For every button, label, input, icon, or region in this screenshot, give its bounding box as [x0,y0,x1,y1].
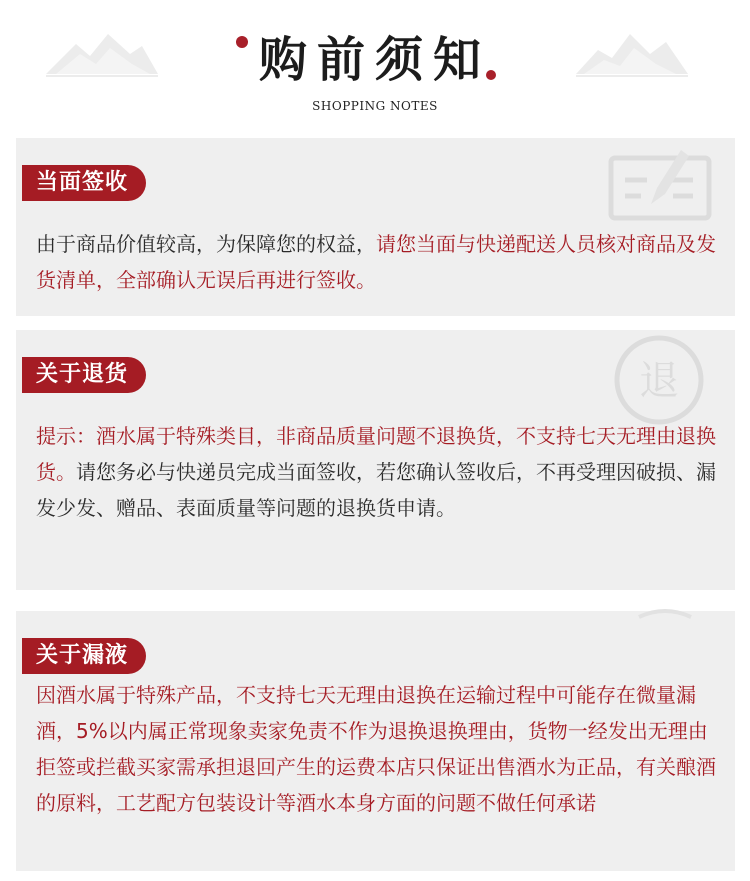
page-title: 购前须知 [258,32,491,88]
svg-text:退: 退 [639,358,679,404]
drop-icon [635,607,695,627]
section-tag: 当面签收 [22,165,146,201]
edit-form-icon [607,146,713,226]
section-text-normal: 由于商品价值较高，为保障您的权益， [36,232,376,256]
section-text-highlight: 请您当面与快递配送人员核对商品及发货清单，全部确认无误后再进行签收。 [36,232,716,292]
section-tag: 关于漏液 [22,638,146,674]
section-text-highlight: 提示：酒水属于特殊类目，非商品质量问题不退换货，不支持七天无理由退换货。 [36,424,716,484]
section-text-normal: 请您务必与快递员完成当面签收，若您确认签收后，不再受理因破损、漏发少发、赠品、表面质量等问题的退换货申请。 [36,460,716,520]
section-text: 因酒水属于特殊产品，不支持七天无理由退换在运输过程中可能存在微量漏酒，5%以内属正常现象卖家免责不作为退换退换理由，货物一经发出无理由拒签或拦截买家需承担退回产生的运费本店只保证出售酒水为正品，有关酿酒的原料，工艺配方包装设计等酒水本身方面的问题不做任何承诺 [36,683,716,815]
section-text [36,418,726,526]
section-card-returns [16,330,735,590]
section-tag: 关于退货 [22,357,146,393]
page-subtitle: SHOPPING NOTES [312,99,438,113]
return-stamp-icon [611,332,707,428]
section-card-leakage [16,611,735,871]
section-card-signing [16,138,735,316]
section-text [36,226,726,298]
